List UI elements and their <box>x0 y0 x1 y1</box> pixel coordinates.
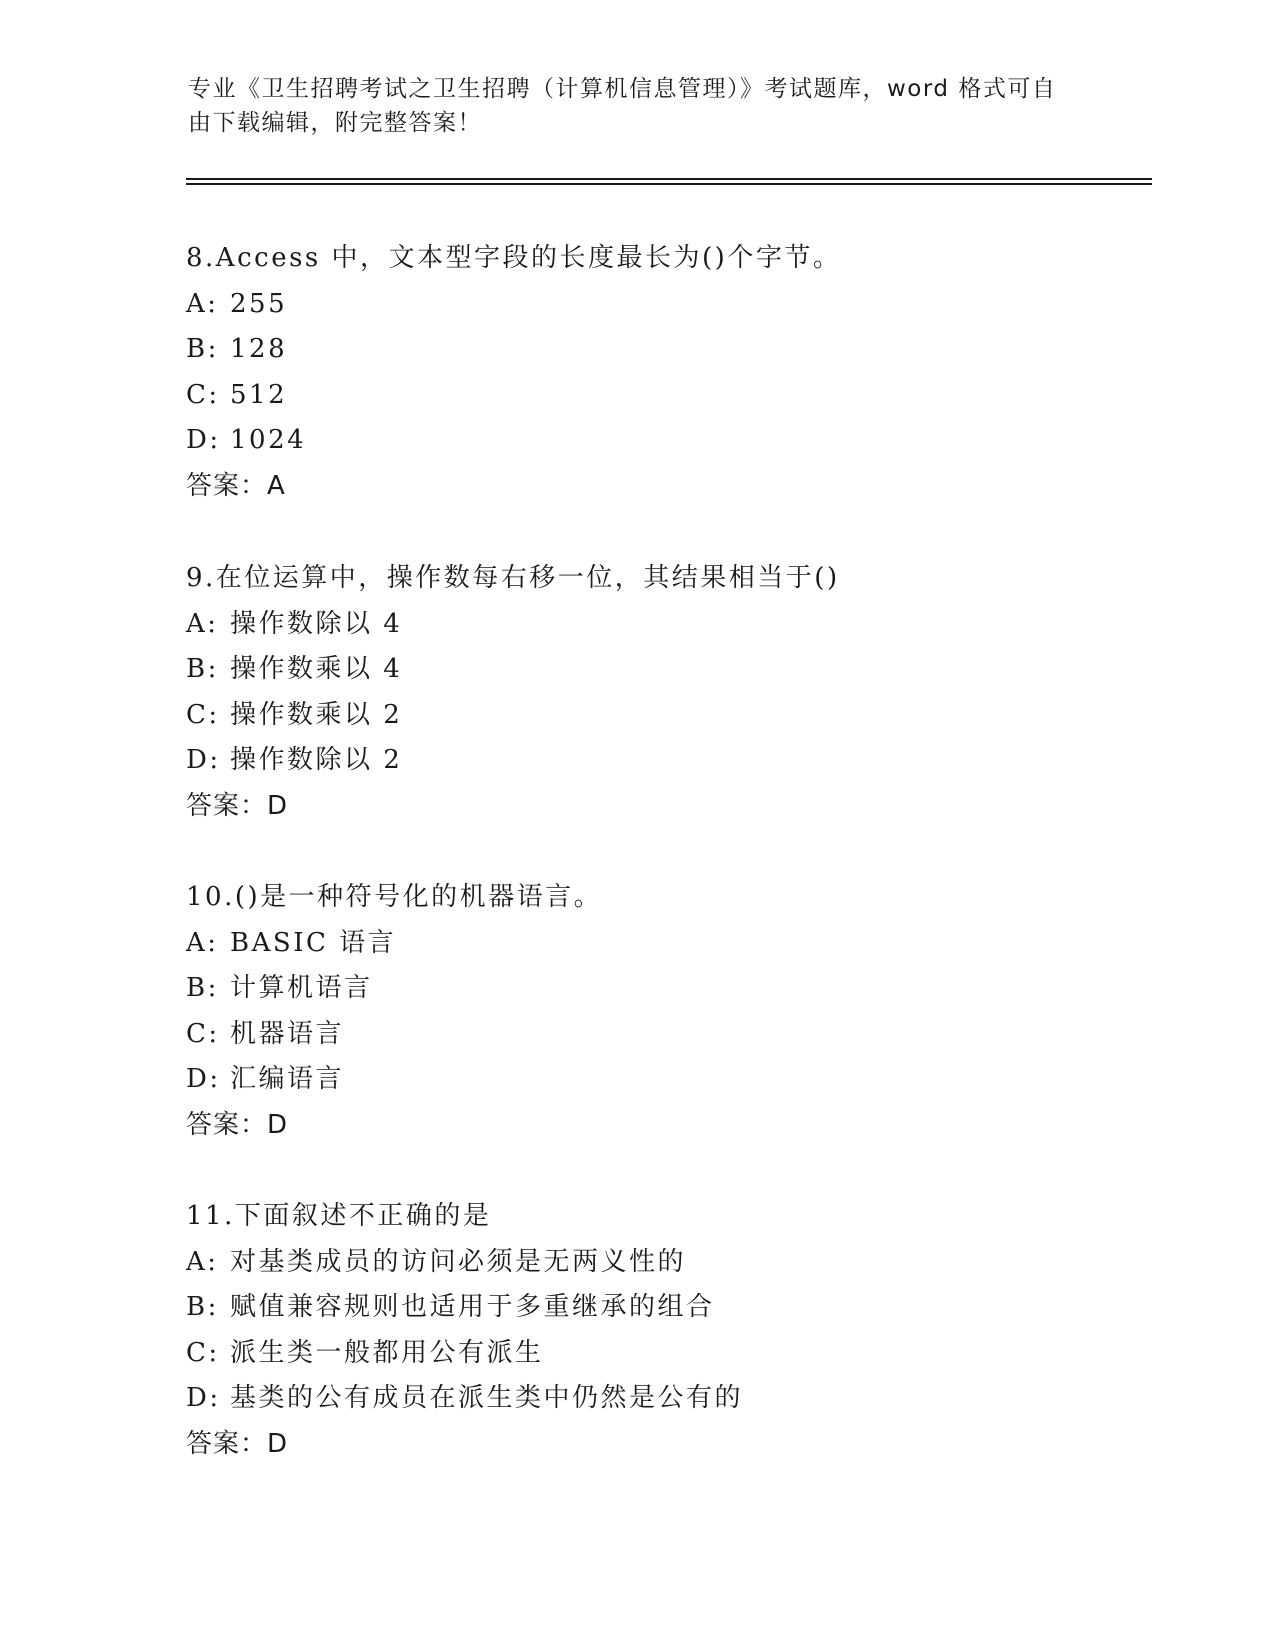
option-text: 操作数除以 2 <box>230 745 403 775</box>
option-a <box>186 1240 1146 1286</box>
option-key: C: <box>186 1018 220 1049</box>
option-text: 对基类成员的访问必须是无两义性的 <box>230 1246 687 1277</box>
option-b <box>186 1285 1146 1331</box>
option-text: 操作数除以 4 <box>230 608 403 639</box>
option-key: A: <box>186 608 219 639</box>
option-text: 255 <box>230 288 288 319</box>
option-text: 512 <box>230 379 288 410</box>
option-key: D: <box>186 745 221 775</box>
option-b <box>186 966 1146 1012</box>
question-stem: 11.下面叙述不正确的是 <box>186 1201 492 1231</box>
option-d <box>186 418 1146 464</box>
option-text: 操作数乘以 4 <box>230 654 403 684</box>
option-b <box>186 647 1146 693</box>
option-c <box>186 693 1146 739</box>
question-stem: 10.()是一种符号化的机器语言。 <box>186 882 603 912</box>
answer-line: 答案：A <box>186 470 286 501</box>
option-key: D: <box>186 1064 221 1094</box>
option-text: 派生类一般都用公有派生 <box>230 1337 544 1368</box>
question-10 <box>186 875 1146 1148</box>
option-text: BASIC 语言 <box>230 927 397 958</box>
option-a <box>186 282 1146 328</box>
option-c <box>186 1331 1146 1377</box>
option-key: A: <box>186 927 219 958</box>
option-text: 128 <box>230 334 288 364</box>
option-key: C: <box>186 699 220 730</box>
header-divider-top <box>186 178 1152 180</box>
question-11 <box>186 1194 1146 1467</box>
option-c <box>186 1012 1146 1058</box>
option-text: 赋值兼容规则也适用于多重继承的组合 <box>230 1292 715 1322</box>
option-text: 汇编语言 <box>230 1064 345 1094</box>
answer-line: 答案：D <box>186 1428 289 1459</box>
option-text: 基类的公有成员在派生类中仍然是公有的 <box>230 1383 744 1413</box>
option-text: 机器语言 <box>230 1018 345 1049</box>
option-key: B: <box>186 654 219 684</box>
answer-line: 答案：D <box>186 790 289 821</box>
option-key: C: <box>186 1337 220 1368</box>
option-a <box>186 602 1146 648</box>
header-line-1: 专业《卫生招聘考试之卫生招聘（计算机信息管理）》考试题库，word 格式可自 <box>188 76 1057 102</box>
option-key: B: <box>186 973 219 1003</box>
option-d <box>186 1376 1146 1422</box>
option-key: C: <box>186 379 220 410</box>
option-key: A: <box>186 1246 219 1277</box>
option-key: D: <box>186 425 221 455</box>
option-text: 1024 <box>230 425 307 455</box>
option-d <box>186 1057 1146 1103</box>
header-divider-bottom <box>186 183 1152 185</box>
option-text: 操作数乘以 2 <box>230 699 403 730</box>
option-key: A: <box>186 288 219 319</box>
option-c <box>186 373 1146 419</box>
question-stem: 8.Access 中，文本型字段的长度最长为()个字节。 <box>186 243 842 273</box>
option-b <box>186 327 1146 373</box>
header-line-2: 由下载编辑，附完整答案！ <box>188 110 482 136</box>
answer-line: 答案：D <box>186 1109 289 1140</box>
option-key: B: <box>186 1292 219 1322</box>
question-stem: 9.在位运算中，操作数每右移一位，其结果相当于() <box>186 563 840 593</box>
option-key: D: <box>186 1383 221 1413</box>
document-header <box>188 72 1088 140</box>
question-8 <box>186 236 1146 509</box>
option-key: B: <box>186 334 219 364</box>
option-d <box>186 738 1146 784</box>
option-text: 计算机语言 <box>230 973 373 1003</box>
option-a <box>186 921 1146 967</box>
question-9 <box>186 556 1146 829</box>
